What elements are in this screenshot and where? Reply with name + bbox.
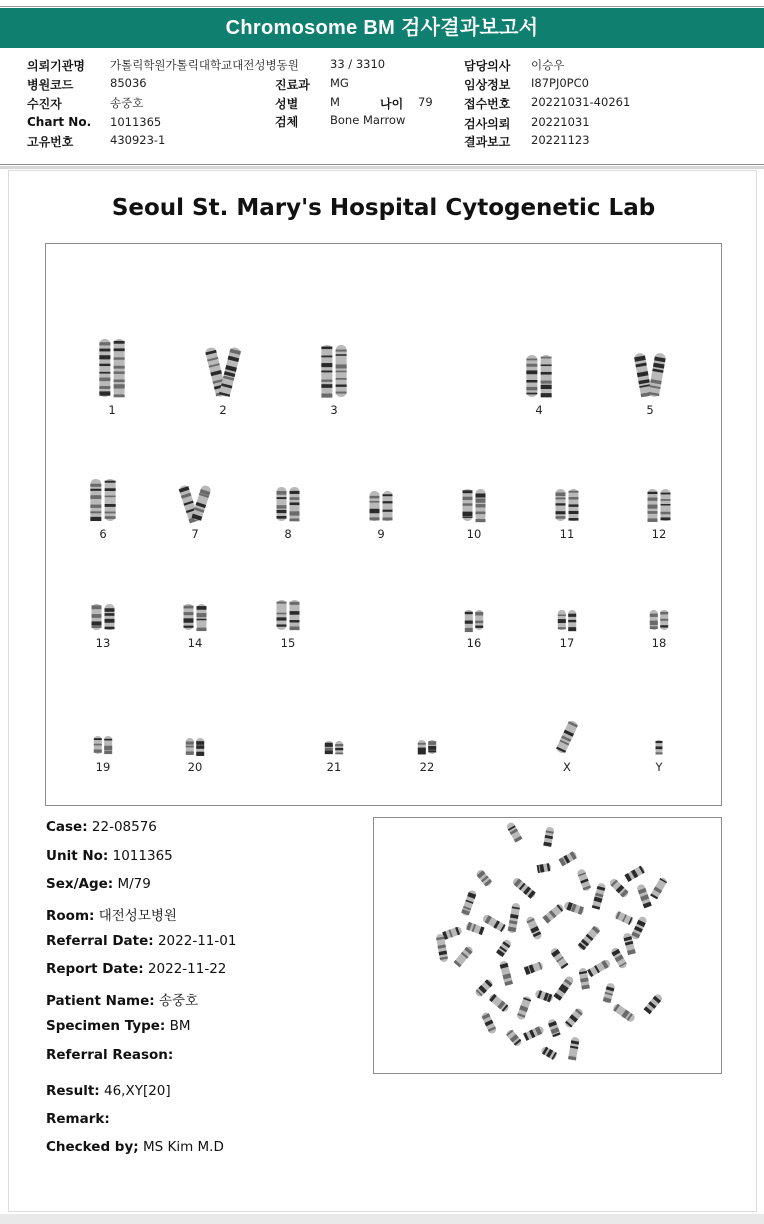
spread-chromosome bbox=[481, 1011, 498, 1034]
karyogram-panel bbox=[45, 243, 722, 806]
chromosome-11-a bbox=[556, 489, 566, 521]
karyotype-label: 22 bbox=[419, 760, 435, 774]
spread-chromosome bbox=[505, 1029, 523, 1048]
referral-date-field: Referral Date: 2022-11-01 bbox=[46, 933, 237, 949]
chromosome-16-a bbox=[465, 610, 473, 632]
spread-chromosome bbox=[549, 947, 568, 970]
report-banner bbox=[0, 8, 764, 48]
chromosome-8-b bbox=[290, 487, 300, 521]
spread-chromosome bbox=[612, 1003, 636, 1023]
chromosome-11-b bbox=[569, 489, 579, 521]
spread-chromosome bbox=[474, 978, 494, 998]
chromosome-20-a bbox=[186, 738, 194, 755]
karyotype-label: 19 bbox=[95, 760, 111, 774]
karyotype-label: 11 bbox=[559, 527, 575, 541]
chromosome-19-a bbox=[94, 736, 102, 754]
karyotype-label: 9 bbox=[377, 527, 385, 541]
chromosome-22-b bbox=[428, 740, 436, 754]
metaphase-spread-panel bbox=[373, 817, 722, 1074]
karyotype-label: 13 bbox=[95, 636, 111, 650]
spread-chromosome bbox=[553, 975, 574, 1001]
hospital-code-label: 병원코드 bbox=[27, 78, 74, 92]
chromosome-17-b bbox=[568, 610, 576, 631]
unit-no-field: Unit No: 1011365 bbox=[46, 848, 173, 864]
chromosome-10-a bbox=[463, 489, 473, 521]
spread-chromosome bbox=[630, 915, 647, 940]
spread-chromosome bbox=[543, 826, 554, 846]
specimen-type-field: Specimen Type: BM bbox=[46, 1018, 191, 1034]
karyotype-label: 17 bbox=[559, 636, 575, 650]
chart-no-value: 1011365 bbox=[110, 115, 162, 129]
karyotype-label: 16 bbox=[466, 636, 482, 650]
chromosome-5-b bbox=[648, 352, 666, 397]
hospital-code-value: 85036 bbox=[110, 76, 147, 90]
spread-chromosome bbox=[558, 851, 577, 867]
chromosome-13-b bbox=[105, 604, 115, 630]
checked-by-field: Checked by; MS Kim M.D bbox=[46, 1139, 224, 1155]
karyotype-label: 5 bbox=[646, 403, 654, 417]
chromosome-6-a bbox=[90, 479, 101, 521]
chromosome-15-a bbox=[277, 600, 287, 630]
unique-number-value: 430923-1 bbox=[110, 133, 166, 147]
spread-chromosome bbox=[542, 903, 565, 924]
chromosome-x bbox=[555, 719, 578, 754]
chromosome-6-b bbox=[105, 479, 116, 521]
department-label: 진료과 bbox=[275, 78, 310, 92]
sex-age-field: Sex/Age: M/79 bbox=[46, 876, 151, 892]
specimen-value: Bone Marrow bbox=[330, 113, 406, 127]
chromosome-7-b bbox=[191, 484, 212, 521]
karyotype-label: 1 bbox=[108, 403, 116, 417]
report-banner-title: Chromosome BM 검사결과보고서 bbox=[225, 17, 539, 39]
specimen-label: 검체 bbox=[275, 115, 299, 129]
spread-chromosome bbox=[610, 946, 628, 969]
spread-chromosome bbox=[496, 938, 513, 957]
spread-chromosome bbox=[534, 989, 554, 1003]
chromosome-3-a bbox=[321, 345, 332, 398]
chromosome-2-b bbox=[219, 346, 242, 397]
spread-chromosome bbox=[644, 993, 664, 1015]
doctor-value: 이승우 bbox=[531, 58, 565, 72]
chromosome-13-a bbox=[92, 604, 102, 630]
referral-reason-field: Referral Reason: bbox=[46, 1047, 174, 1063]
chromosome-14-b bbox=[197, 604, 207, 631]
case-field: Case: 22-08576 bbox=[46, 819, 157, 835]
spread-chromosome bbox=[465, 922, 484, 936]
karyotype-label: 8 bbox=[284, 527, 292, 541]
patient-value: 송중호 bbox=[110, 96, 144, 110]
chromosome-y bbox=[656, 740, 663, 754]
sex-label: 성별 bbox=[275, 97, 299, 111]
clinical-info-label: 임상정보 bbox=[464, 78, 511, 92]
department-value: MG bbox=[330, 76, 349, 90]
request-date-label: 검사의뢰 bbox=[464, 117, 511, 131]
karyotype-label: 14 bbox=[187, 636, 203, 650]
chromosome-18-a bbox=[650, 610, 658, 630]
karyotype-label: 4 bbox=[535, 403, 543, 417]
spread-chromosome bbox=[564, 1007, 584, 1029]
chromosome-8-a bbox=[277, 487, 287, 521]
spread-chromosome bbox=[454, 945, 475, 967]
chromosome-22-a bbox=[418, 740, 426, 754]
spread-chromosome bbox=[506, 821, 523, 842]
chromosome-21-a bbox=[325, 741, 333, 754]
chromosome-17-a bbox=[558, 610, 566, 630]
spread-chromosome bbox=[524, 961, 544, 975]
chromosome-3-b bbox=[336, 345, 347, 397]
karyotype-label: 20 bbox=[187, 760, 203, 774]
unique-number-label: 고유번호 bbox=[27, 135, 74, 149]
spread-chromosome bbox=[577, 925, 601, 952]
karyotype-label: 18 bbox=[651, 636, 667, 650]
spread-chromosome bbox=[475, 869, 493, 888]
spread-chromosome bbox=[482, 914, 507, 933]
chromosome-19-b bbox=[104, 736, 112, 754]
chromosome-4-a bbox=[526, 355, 537, 397]
spread-chromosome bbox=[568, 1036, 580, 1060]
chromosome-12-b bbox=[661, 489, 671, 521]
karyotype-label: X bbox=[563, 760, 571, 774]
chromosome-18-b bbox=[660, 610, 668, 630]
spread-chromosome bbox=[587, 959, 612, 978]
chromosome-9-a bbox=[370, 491, 380, 521]
panel-separator bbox=[0, 166, 764, 169]
karyotype-label: 15 bbox=[280, 636, 296, 650]
remark-field: Remark: bbox=[46, 1111, 110, 1127]
karyotype-label: 2 bbox=[219, 403, 227, 417]
age-label: 나이 bbox=[380, 97, 404, 111]
result-field: Result: 46,XY[20] bbox=[46, 1083, 171, 1099]
chromosome-12-a bbox=[648, 489, 658, 522]
spread-chromosome bbox=[608, 877, 629, 898]
sex-value: M bbox=[330, 95, 340, 109]
spread-chromosome bbox=[624, 865, 645, 882]
patient-name-field: Patient Name: 송중호 bbox=[46, 993, 199, 1009]
report-date-field: Report Date: 2022-11-22 bbox=[46, 961, 227, 977]
karyotype-label: 10 bbox=[466, 527, 482, 541]
metaphase-spread-image bbox=[374, 818, 723, 1075]
patient-info-panel bbox=[0, 48, 764, 165]
chromosome-21-b bbox=[335, 741, 343, 754]
karyotype-label: 3 bbox=[330, 403, 338, 417]
ward-value: 33 / 3310 bbox=[330, 57, 386, 71]
chromosome-1-a bbox=[99, 339, 110, 397]
spread-chromosome bbox=[563, 901, 585, 915]
chromosome-14-a bbox=[184, 604, 194, 630]
chromosome-15-b bbox=[290, 600, 300, 630]
spread-chromosome bbox=[523, 1025, 545, 1041]
spread-chromosome bbox=[516, 995, 532, 1020]
clinical-info-value: I87PJ0PC0 bbox=[531, 76, 589, 90]
institution-value: 가톨릭학원가톨릭대학교대전성병동원 bbox=[110, 58, 299, 72]
chromosome-10-b bbox=[476, 489, 486, 522]
karyotype-label: 6 bbox=[99, 527, 107, 541]
spread-chromosome bbox=[488, 993, 510, 1013]
karyogram-image bbox=[46, 244, 723, 807]
room-field: Room: 대전성모병원 bbox=[46, 908, 177, 924]
chart-no-label: Chart No. bbox=[27, 115, 92, 129]
karyotype-label: 7 bbox=[191, 527, 199, 541]
spread-chromosome bbox=[603, 982, 616, 1003]
spread-chromosome bbox=[441, 926, 463, 940]
bottom-bar bbox=[0, 1214, 764, 1224]
spread-chromosome bbox=[547, 1018, 561, 1038]
request-date-value: 20221031 bbox=[531, 115, 590, 129]
lab-title: Seoul St. Mary's Hospital Cytogenetic Lab bbox=[111, 195, 656, 221]
result-report-label: 결과보고 bbox=[464, 135, 511, 149]
spread-chromosome bbox=[592, 882, 606, 909]
receipt-number-value: 20221031-40261 bbox=[531, 95, 631, 109]
receipt-number-label: 접수번호 bbox=[464, 97, 511, 111]
report-page bbox=[8, 170, 757, 1212]
spread-chromosome bbox=[499, 960, 513, 986]
chromosome-1-b bbox=[114, 339, 125, 397]
spread-chromosome bbox=[540, 1046, 558, 1061]
spread-chromosome bbox=[461, 889, 477, 916]
spread-chromosome bbox=[636, 883, 652, 908]
spread-chromosome bbox=[507, 903, 520, 934]
age-value: 79 bbox=[418, 95, 433, 109]
karyotype-label: 21 bbox=[326, 760, 342, 774]
institution-label: 의뢰기관명 bbox=[27, 59, 85, 73]
spread-chromosome bbox=[536, 863, 551, 873]
spread-chromosome bbox=[576, 868, 591, 891]
result-report-value: 20221123 bbox=[531, 133, 590, 147]
patient-label: 수진자 bbox=[27, 97, 62, 111]
window-top-edge bbox=[0, 0, 764, 7]
spread-chromosome bbox=[525, 915, 542, 940]
spread-chromosome bbox=[511, 877, 536, 900]
doctor-label: 담당의사 bbox=[464, 59, 511, 73]
chromosome-16-b bbox=[475, 610, 483, 630]
karyotype-label: 12 bbox=[651, 527, 667, 541]
karyotype-label: Y bbox=[655, 760, 663, 774]
chromosome-20-b bbox=[196, 738, 204, 756]
spread-chromosome bbox=[650, 876, 668, 899]
spread-chromosome bbox=[614, 911, 634, 926]
chromosome-9-b bbox=[383, 491, 393, 521]
chromosome-4-b bbox=[541, 355, 552, 397]
